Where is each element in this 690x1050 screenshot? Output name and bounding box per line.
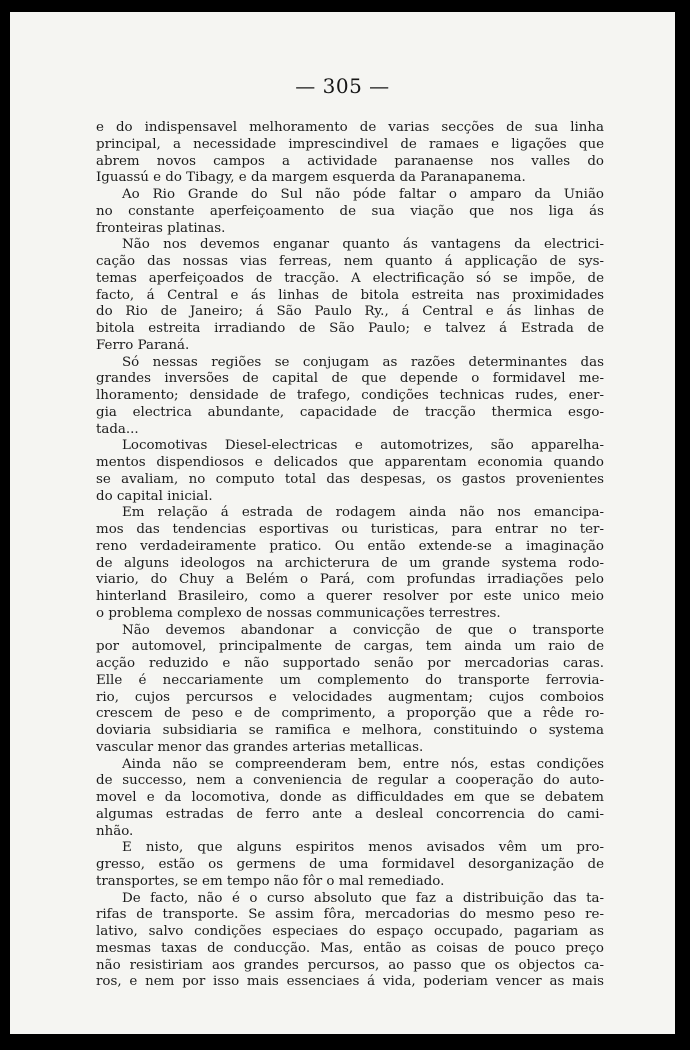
text-line: doviaria subsidiaria se ramifica e melhora, constituindo o systema <box>96 723 604 738</box>
text-line: rio, cujos percursos e velocidades augmentam; cujos comboios <box>96 689 604 705</box>
text-line: Ao Rio Grande do Sul não póde faltar o amparo da União <box>122 187 604 202</box>
paragraph <box>96 757 604 841</box>
text-line: gresso, estão os germens de uma formidavel desorganização de <box>96 857 604 872</box>
text-line: viario, do Chuy a Belém o Pará, com profundas irradiações pelo <box>96 572 604 588</box>
page-text-body <box>96 120 604 991</box>
text-line: e do indispensavel melhoramento de varias secções de sua linha <box>96 120 604 135</box>
text-line: acção reduzido e não supportado senão por mercadorias caras. <box>96 656 604 671</box>
text-line: facto, á Central e ás linhas de bitola estreita nas proximidades <box>96 287 604 303</box>
text-line: Ainda não se compreenderam bem, entre nós, estas condições <box>122 756 604 772</box>
paragraph <box>96 120 604 187</box>
text-line: abrem novos campos a actividade paranaense nos valles do <box>96 153 604 169</box>
text-line: movel e da locomotiva, donde as difficuldades em que se debatem <box>96 790 604 805</box>
text-line: Elle é neccariamente um complemento do transporte ferrovia- <box>96 672 604 688</box>
text-line: Só nessas regiões se conjugam as razões determinantes das <box>122 354 604 370</box>
text-line: de alguns ideologos na archicterura de um grande systema rodo- <box>96 555 604 571</box>
text-line: vascular menor das grandes arterias metallicas. <box>96 739 424 755</box>
text-line: Locomotivas Diesel-electricas e automotrizes, são apparelha- <box>122 438 604 454</box>
text-line: gia electrica abundante, capacidade de tracção thermica esgo- <box>96 404 604 420</box>
text-line: por automovel, principalmente de cargas, tem ainda um raio de <box>96 639 604 655</box>
paragraph <box>96 187 604 237</box>
text-line: transportes, se em tempo não fôr o mal remediado. <box>96 873 445 889</box>
text-line: E nisto, que alguns espiritos menos avisados vêm um pro- <box>122 840 604 856</box>
text-line: não resistiriam aos grandes percursos, ao passo que os objectos ca- <box>96 957 604 973</box>
text-line: Não devemos abandonar a convicção de que o transporte <box>122 622 604 638</box>
text-line: cação das nossas vias ferreas, nem quanto á applicação de sys- <box>96 254 604 269</box>
text-line: no constante aperfeiçoamento de sua viação que nos liga ás <box>96 203 604 219</box>
text-line: crescem de peso e de comprimento, a proporção que a rêde ro- <box>96 706 604 722</box>
text-line: nhão. <box>96 823 134 839</box>
text-line: de successo, nem a conveniencia de regular a cooperação do auto- <box>96 773 604 789</box>
text-line: Iguassú e do Tibagy, e da margem esquerda da Paranapanema. <box>96 170 526 186</box>
text-line: mos das tendencias esportivas ou turisticas, para entrar no ter- <box>96 522 604 537</box>
text-line: algumas estradas de ferro ante a desleal concorrencia do cami- <box>96 806 604 822</box>
paragraph <box>96 438 604 505</box>
paragraph <box>96 505 604 622</box>
paragraph <box>96 237 604 354</box>
text-line: mesmas taxas de conducção. Mas, então as coisas de pouco preço <box>96 940 604 956</box>
paragraph <box>96 623 604 757</box>
text-line: reno verdadeiramente pratico. Ou então extende-se a imaginação <box>96 538 604 554</box>
paragraph <box>96 355 604 439</box>
text-line: se avaliam, no computo total das despesas, os gastos provenientes <box>96 471 604 487</box>
text-line: rifas de transporte. Se assim fôra, mercadorias do mesmo peso re- <box>96 907 604 923</box>
text-line: fronteiras platinas. <box>96 220 226 236</box>
paragraph <box>96 840 604 890</box>
text-line: lativo, salvo condições especiaes do espaço occupado, pagariam as <box>96 924 604 939</box>
text-line: bitola estreita irradiando de São Paulo; e talvez á Estrada de <box>96 321 604 336</box>
book-page <box>10 12 675 1034</box>
text-line: Ferro Paraná. <box>96 337 190 353</box>
text-line: ros, e nem por isso mais essenciaes á vida, poderiam vencer as mais <box>96 974 604 990</box>
page-number: — 305 — <box>295 74 390 98</box>
text-line: do Rio de Janeiro; á São Paulo Ry., á Central e ás linhas de <box>96 304 604 320</box>
text-line: mentos dispendiosos e delicados que apparentam economia quando <box>96 455 604 470</box>
text-line: De facto, não é o curso absoluto que faz a distribuição das ta- <box>122 890 604 906</box>
text-line: temas aperfeiçoados de tracção. A electrificação só se impõe, de <box>96 270 604 286</box>
text-line: tada... <box>96 421 139 437</box>
text-line: do capital inicial. <box>96 488 213 504</box>
text-line: Em relação á estrada de rodagem ainda não nos emancipa- <box>122 505 604 521</box>
text-line: hinterland Brasileiro, como a querer resolver por este unico meio <box>96 589 604 604</box>
text-line: o problema complexo de nossas communicações terrestres. <box>96 605 501 621</box>
paragraph <box>96 891 604 992</box>
text-line: lhoramento; densidade de trafego, condições technicas rudes, ener- <box>96 388 604 403</box>
text-line: Não nos devemos enganar quanto ás vantagens da electrici- <box>122 237 604 253</box>
text-line: grandes inversões de capital de que depende o formidavel me- <box>96 371 604 387</box>
text-line: principal, a necessidade imprescindivel de ramaes e ligações que <box>96 136 604 152</box>
